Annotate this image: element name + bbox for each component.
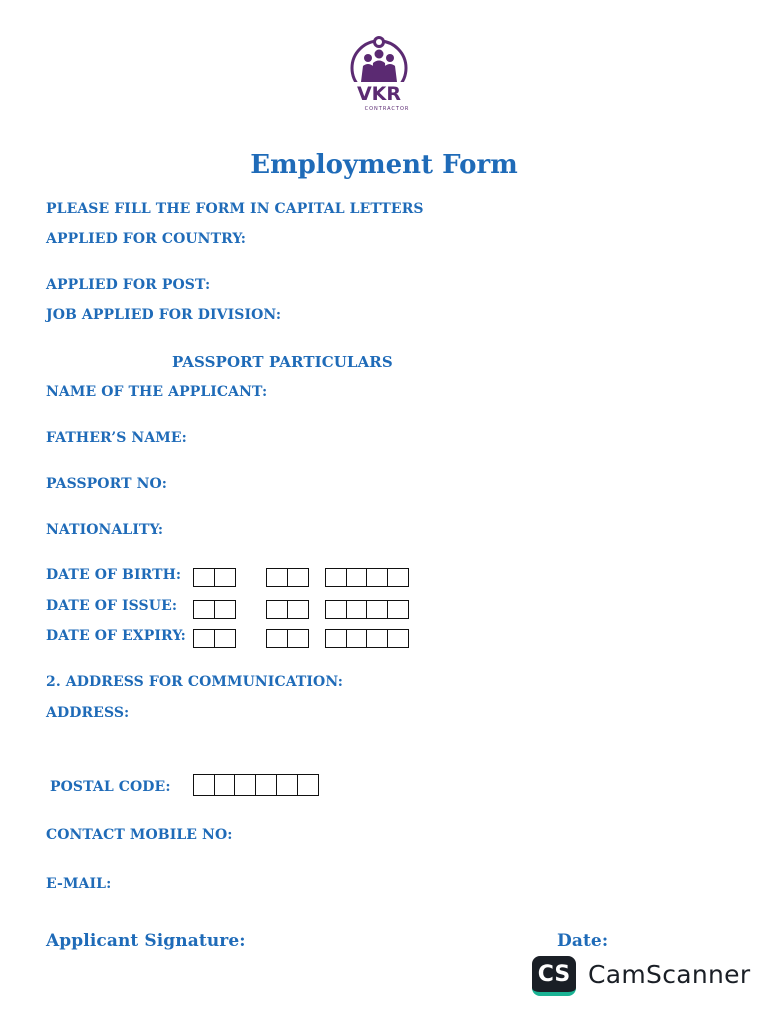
digit-box[interactable] bbox=[193, 774, 215, 796]
digit-box[interactable] bbox=[325, 629, 347, 648]
digit-box[interactable] bbox=[297, 774, 319, 796]
address-label: ADDRESS: bbox=[46, 705, 130, 721]
camscanner-text: CamScanner bbox=[588, 960, 751, 989]
digit-box[interactable] bbox=[193, 629, 215, 648]
date-of-issue-label: DATE OF ISSUE: bbox=[46, 598, 178, 614]
form-title: Employment Form bbox=[250, 150, 518, 180]
digit-box[interactable] bbox=[214, 629, 236, 648]
passport-no-label: PASSPORT NO: bbox=[46, 476, 168, 492]
digit-box[interactable] bbox=[234, 774, 256, 796]
digit-box[interactable] bbox=[287, 629, 309, 648]
digit-box[interactable] bbox=[346, 568, 368, 587]
applied-country-label: APPLIED FOR COUNTRY: bbox=[46, 231, 247, 247]
date-of-birth-label: DATE OF BIRTH: bbox=[46, 567, 182, 583]
email-label: E-MAIL: bbox=[46, 876, 112, 892]
digit-box[interactable] bbox=[266, 629, 288, 648]
postal-code-label: POSTAL CODE: bbox=[50, 779, 171, 795]
digit-box[interactable] bbox=[193, 568, 215, 587]
digit-box[interactable] bbox=[255, 774, 277, 796]
logo-text: VKR bbox=[356, 83, 402, 105]
doe-day-boxes[interactable] bbox=[193, 629, 236, 648]
camscanner-badge: CS bbox=[532, 956, 576, 996]
father-name-label: FATHER’S NAME: bbox=[46, 430, 187, 446]
vkr-logo bbox=[338, 34, 420, 116]
digit-box[interactable] bbox=[266, 568, 288, 587]
signature-label: Applicant Signature: bbox=[46, 931, 246, 951]
dob-day-boxes[interactable] bbox=[193, 568, 236, 587]
dob-month-boxes[interactable] bbox=[266, 568, 309, 587]
digit-box[interactable] bbox=[325, 600, 347, 619]
digit-box[interactable] bbox=[287, 600, 309, 619]
dob-year-boxes[interactable] bbox=[325, 568, 409, 587]
digit-box[interactable] bbox=[366, 568, 388, 587]
digit-box[interactable] bbox=[346, 629, 368, 648]
digit-box[interactable] bbox=[266, 600, 288, 619]
address-heading: 2. ADDRESS FOR COMMUNICATION: bbox=[46, 674, 344, 690]
digit-box[interactable] bbox=[276, 774, 298, 796]
job-division-label: JOB APPLIED FOR DIVISION: bbox=[46, 307, 282, 323]
doe-month-boxes[interactable] bbox=[266, 629, 309, 648]
logo-subtext: CONTRACTOR bbox=[364, 106, 410, 112]
instruction-text: PLEASE FILL THE FORM IN CAPITAL LETTERS bbox=[46, 201, 424, 217]
date-label: Date: bbox=[557, 931, 609, 951]
digit-box[interactable] bbox=[214, 600, 236, 619]
digit-box[interactable] bbox=[214, 568, 236, 587]
doi-month-boxes[interactable] bbox=[266, 600, 309, 619]
date-of-expiry-label: DATE OF EXPIRY: bbox=[46, 628, 186, 644]
digit-box[interactable] bbox=[214, 774, 236, 796]
doe-year-boxes[interactable] bbox=[325, 629, 409, 648]
doi-year-boxes[interactable] bbox=[325, 600, 409, 619]
passport-heading: PASSPORT PARTICULARS bbox=[172, 353, 393, 371]
digit-box[interactable] bbox=[387, 629, 409, 648]
digit-box[interactable] bbox=[287, 568, 309, 587]
digit-box[interactable] bbox=[193, 600, 215, 619]
digit-box[interactable] bbox=[366, 629, 388, 648]
applicant-name-label: NAME OF THE APPLICANT: bbox=[46, 384, 268, 400]
digit-box[interactable] bbox=[346, 600, 368, 619]
digit-box[interactable] bbox=[325, 568, 347, 587]
postal-code-boxes[interactable] bbox=[193, 774, 319, 796]
digit-box[interactable] bbox=[387, 600, 409, 619]
digit-box[interactable] bbox=[387, 568, 409, 587]
contact-mobile-label: CONTACT MOBILE NO: bbox=[46, 827, 233, 843]
doi-day-boxes[interactable] bbox=[193, 600, 236, 619]
applied-post-label: APPLIED FOR POST: bbox=[46, 277, 211, 293]
nationality-label: NATIONALITY: bbox=[46, 522, 164, 538]
digit-box[interactable] bbox=[366, 600, 388, 619]
